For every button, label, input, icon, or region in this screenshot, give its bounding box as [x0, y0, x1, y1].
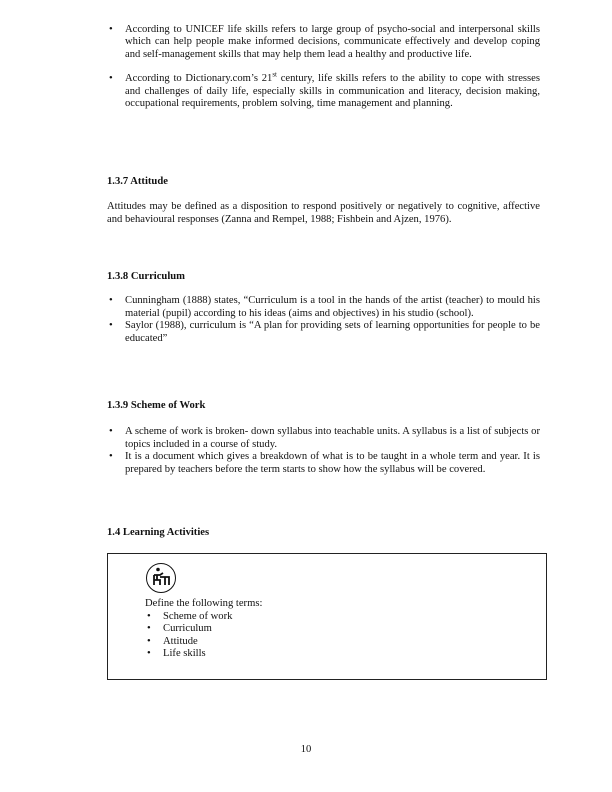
attitude-section [107, 176, 540, 226]
list-item: • Cunningham (1888) states, “Curriculum is a tool in the hands of the artist (teacher) to mould his material (pupil) according to his ideas (aims and objectives) in his studio (school). [107, 295, 540, 320]
list-item: • Scheme of work [145, 611, 262, 623]
list-item [107, 70, 541, 110]
activity-box [107, 553, 547, 680]
list-item: • Saylor (1988), curriculum is “A plan for providing sets of learning opportunities for people to be educated” [107, 320, 540, 345]
text: According to Dictionary.com’s 21 [125, 73, 273, 85]
text: century, life skills refers to the ability to cope with stresses and challenges of daily life, especially skills in communication and literacy, decision making, occupational requirements, problem solving, time management and planning. [125, 73, 541, 110]
section-heading: 1.4 Learning Activities [107, 527, 210, 538]
page-number: 10 [300, 744, 312, 755]
scheme-section [107, 400, 540, 476]
list-item: • Attitude [145, 636, 262, 648]
activities-section [107, 527, 540, 539]
list-item: • A scheme of work is broken- down syllabus into teachable units. A syllabus is a list of subjects or topics included in a course of study. [107, 426, 540, 451]
superscript: st [272, 70, 277, 79]
curriculum-section [107, 271, 540, 345]
section-heading: 1.3.8 Curriculum [107, 271, 185, 282]
list-item: • It is a document which gives a breakdown of what is to be taught in a whole term and year. It is prepared by teachers before the term starts to show how the syllabus will be covered. [107, 451, 540, 476]
student-at-desk-icon [145, 562, 177, 594]
section-heading: 1.3.7 Attitude [107, 176, 168, 187]
list-item: • Life skills [145, 648, 262, 660]
intro-bullets [107, 24, 540, 110]
section-heading: 1.3.9 Scheme of Work [107, 400, 206, 411]
list-item: • Curriculum [145, 623, 262, 635]
paragraph: Attitudes may be defined as a disposition to respond positively or negatively to cognitive, affective and behavioural responses (Zanna and Rempel, 1988; Fishbein and Ajzen, 1976). [107, 201, 540, 225]
list-item: • According to UNICEF life skills refers to large group of psycho-social and interpersonal skills which can help people make informed decisions, communicate effectively and develop coping and self-management skills that may help them lead a healthy and productive life. [107, 24, 540, 61]
activity-prompt: Define the following terms: [145, 598, 263, 610]
